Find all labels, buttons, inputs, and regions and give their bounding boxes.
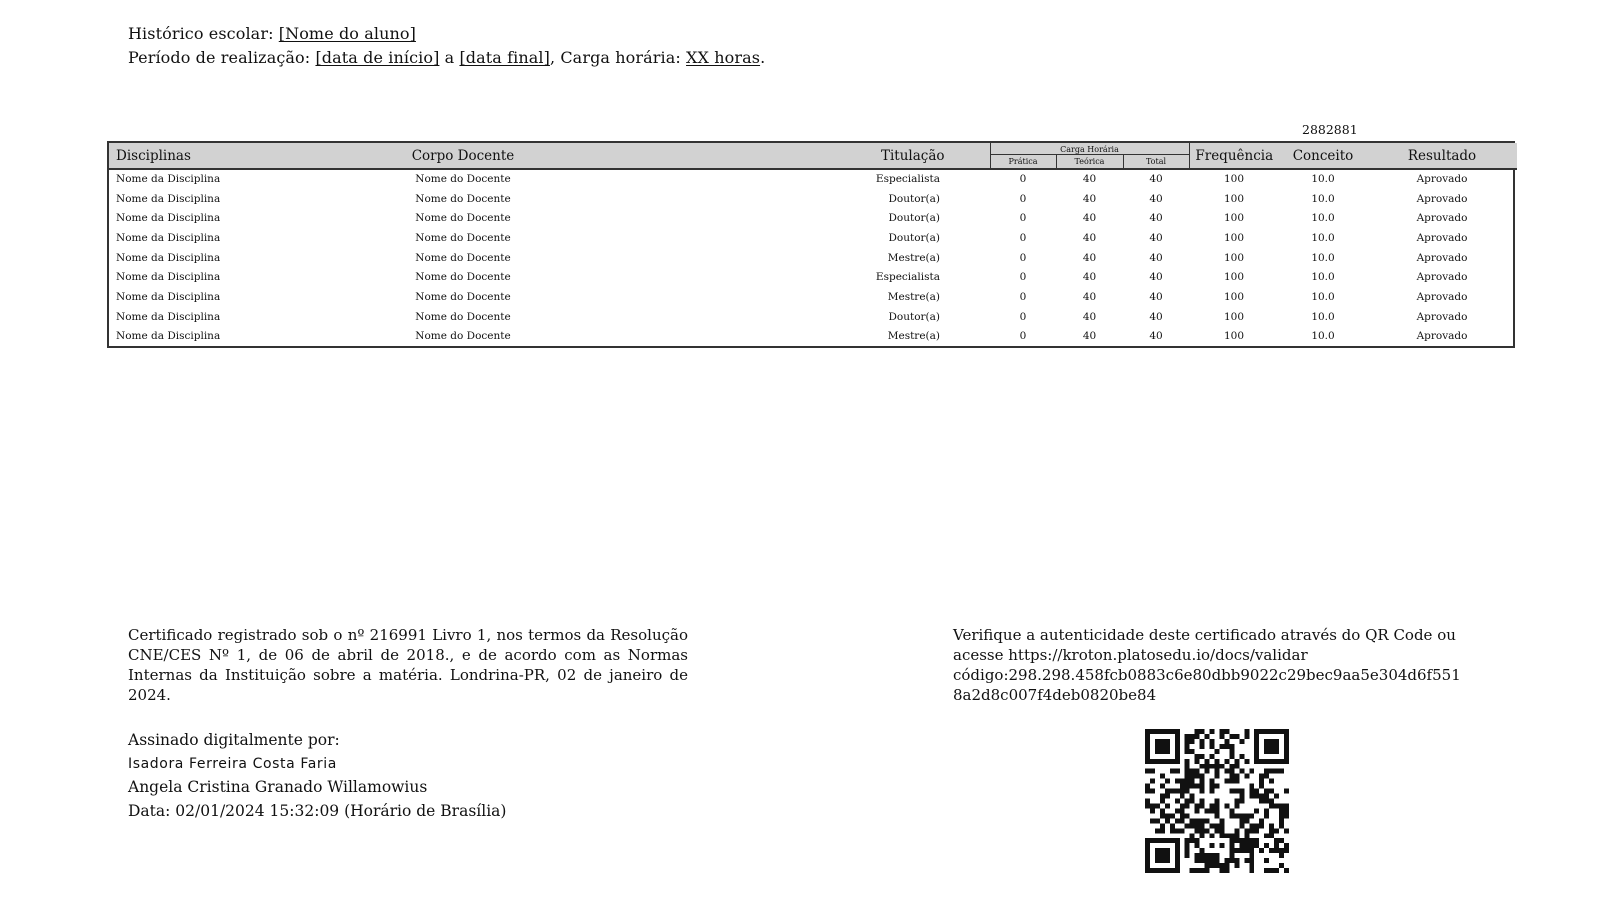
header-carga-horaria: Carga Horária: [990, 143, 1189, 155]
table-row: [109, 267, 1517, 287]
header-total: Total: [1123, 155, 1189, 169]
cell-resultado: Aprovado: [1416, 290, 1468, 303]
table-header-row: [109, 143, 1517, 155]
cell-pratica: 0: [1019, 330, 1027, 343]
cell-resultado: Aprovado: [1416, 173, 1468, 186]
cell-resultado: Aprovado: [1416, 212, 1468, 225]
cell-teorica: 40: [1082, 192, 1097, 205]
cell-docente: Nome do Docente: [415, 330, 511, 343]
header-disciplinas: Disciplinas: [109, 143, 338, 169]
cell-pratica: 0: [1019, 192, 1027, 205]
cell-titulacao: Especialista: [875, 271, 940, 284]
cell-conceito: 10.0: [1311, 310, 1335, 323]
header-line-period: [128, 46, 765, 70]
header-titulacao: Titulação: [588, 143, 990, 169]
cell-disciplina: Nome da Disciplina: [116, 231, 221, 244]
cell-teorica: 40: [1082, 330, 1097, 343]
cell-pratica: 0: [1019, 251, 1027, 264]
cell-frequencia: 100: [1223, 310, 1245, 323]
cell-titulacao: Doutor(a): [888, 310, 940, 323]
cell-resultado: Aprovado: [1416, 251, 1468, 264]
cell-conceito: 10.0: [1311, 212, 1335, 225]
cell-total: 40: [1149, 251, 1163, 264]
cell-frequencia: 100: [1223, 330, 1245, 343]
verification-code-line-2: 8a2d8c007f4deb0820be84: [953, 686, 1157, 704]
cell-docente: Nome do Docente: [415, 192, 511, 205]
header-pratica: Prática: [990, 155, 1056, 169]
cell-total: 40: [1149, 231, 1163, 244]
table-body: [109, 169, 1517, 346]
transcript-table: [107, 141, 1515, 348]
header-resultado: Resultado: [1367, 143, 1517, 169]
cell-pratica: 0: [1019, 212, 1027, 225]
period-conjunction: a: [439, 48, 460, 67]
cell-teorica: 40: [1082, 251, 1097, 264]
cell-frequencia: 100: [1223, 192, 1245, 205]
cell-resultado: Aprovado: [1416, 271, 1468, 284]
header-teorica: Teórica: [1056, 155, 1123, 169]
cell-docente: Nome do Docente: [415, 231, 511, 244]
cell-conceito: 10.0: [1311, 271, 1335, 284]
verification-url-line[interactable]: acesse https://kroton.platosedu.io/docs/validar: [953, 646, 1308, 664]
start-date: [data de início]: [315, 48, 440, 67]
cell-total: 40: [1149, 192, 1163, 205]
table-row: [109, 208, 1517, 228]
cell-disciplina: Nome da Disciplina: [116, 310, 221, 323]
document-number: 2882881: [1302, 122, 1358, 137]
cell-conceito: 10.0: [1311, 192, 1335, 205]
cell-disciplina: Nome da Disciplina: [116, 173, 221, 186]
table-row: [109, 248, 1517, 268]
registration-text: Certificado registrado sob o nº 216991 Livro 1, nos termos da Resolução CNE/CES Nº 1, de 06 de abril de 2018., e de acordo com as Normas Internas da Instituição sobre a matéria. Londrina-PR, 02 de janeiro de 2024.: [128, 626, 688, 704]
cell-frequencia: 100: [1223, 271, 1245, 284]
table-row: [109, 189, 1517, 209]
workload-label: , Carga horária:: [549, 48, 687, 67]
qr-code-icon[interactable]: [1145, 729, 1289, 873]
cell-pratica: 0: [1019, 271, 1027, 284]
cell-frequencia: 100: [1223, 290, 1245, 303]
cell-titulacao: Doutor(a): [888, 212, 940, 225]
signer-2: Angela Cristina Granado Willamowius: [128, 778, 428, 796]
cell-docente: Nome do Docente: [415, 251, 511, 264]
cell-titulacao: Doutor(a): [888, 231, 940, 244]
signed-by-label: Assinado digitalmente por:: [128, 731, 340, 749]
workload-hours: XX horas: [686, 48, 761, 67]
period-end: .: [760, 48, 766, 67]
cell-disciplina: Nome da Disciplina: [116, 290, 221, 303]
student-name: [Nome do aluno]: [278, 24, 416, 43]
end-date: [data final]: [459, 48, 550, 67]
cell-resultado: Aprovado: [1416, 330, 1468, 343]
cell-disciplina: Nome da Disciplina: [116, 212, 221, 225]
table-row: [109, 307, 1517, 327]
cell-frequencia: 100: [1223, 212, 1245, 225]
cell-conceito: 10.0: [1311, 330, 1335, 343]
cell-total: 40: [1149, 173, 1163, 186]
document-header: [128, 22, 765, 70]
header-line-student: [128, 22, 765, 46]
cell-disciplina: Nome da Disciplina: [116, 330, 221, 343]
verification-block: [953, 625, 1513, 705]
header-corpo-docente: Corpo Docente: [338, 143, 588, 169]
table-row: [109, 327, 1517, 347]
cell-frequencia: 100: [1223, 231, 1245, 244]
cell-conceito: 10.0: [1311, 290, 1335, 303]
cell-total: 40: [1149, 330, 1163, 343]
verification-line-1: Verifique a autenticidade deste certificado através do QR Code ou: [953, 626, 1456, 644]
cell-resultado: Aprovado: [1416, 231, 1468, 244]
verification-code-line-1: código:298.298.458fcb0883c6e80dbb9022c29bec9aa5e304d6f551: [953, 666, 1461, 684]
cell-conceito: 10.0: [1311, 173, 1335, 186]
cell-docente: Nome do Docente: [415, 310, 511, 323]
cell-pratica: 0: [1019, 290, 1027, 303]
cell-conceito: 10.0: [1311, 251, 1335, 264]
student-label: Histórico escolar:: [128, 24, 279, 43]
cell-pratica: 0: [1019, 173, 1027, 186]
period-label: Período de realização:: [128, 48, 316, 67]
cell-frequencia: 100: [1223, 173, 1245, 186]
cell-total: 40: [1149, 212, 1163, 225]
signer-1: Isadora Ferreira Costa Faria: [128, 755, 337, 772]
cell-conceito: 10.0: [1311, 231, 1335, 244]
cell-teorica: 40: [1082, 290, 1097, 303]
signature-block: [128, 729, 506, 823]
cell-teorica: 40: [1082, 271, 1097, 284]
cell-titulacao: Mestre(a): [887, 251, 940, 264]
cell-disciplina: Nome da Disciplina: [116, 271, 221, 284]
table-row: [109, 287, 1517, 307]
cell-teorica: 40: [1082, 212, 1097, 225]
cell-titulacao: Doutor(a): [888, 192, 940, 205]
table-row: [109, 169, 1517, 189]
cell-pratica: 0: [1019, 310, 1027, 323]
table-row: [109, 228, 1517, 248]
cell-teorica: 40: [1082, 231, 1097, 244]
cell-frequencia: 100: [1223, 251, 1245, 264]
qr-code-modules: [1145, 729, 1289, 873]
cell-total: 40: [1149, 310, 1163, 323]
cell-total: 40: [1149, 290, 1163, 303]
signature-date: Data: 02/01/2024 15:32:09 (Horário de Brasília): [128, 801, 507, 820]
cell-resultado: Aprovado: [1416, 192, 1468, 205]
cell-disciplina: Nome da Disciplina: [116, 251, 221, 264]
cell-titulacao: Especialista: [875, 173, 940, 186]
header-conceito: Conceito: [1279, 143, 1367, 169]
cell-docente: Nome do Docente: [415, 271, 511, 284]
header-frequencia: Frequência: [1189, 143, 1279, 169]
cell-docente: Nome do Docente: [415, 173, 511, 186]
cell-teorica: 40: [1082, 173, 1097, 186]
cell-docente: Nome do Docente: [415, 290, 511, 303]
cell-pratica: 0: [1019, 231, 1027, 244]
cell-disciplina: Nome da Disciplina: [116, 192, 221, 205]
cell-titulacao: Mestre(a): [887, 330, 940, 343]
cell-total: 40: [1149, 271, 1163, 284]
cell-resultado: Aprovado: [1416, 310, 1468, 323]
cell-teorica: 40: [1082, 310, 1097, 323]
cell-titulacao: Mestre(a): [887, 290, 940, 303]
cell-docente: Nome do Docente: [415, 212, 511, 225]
